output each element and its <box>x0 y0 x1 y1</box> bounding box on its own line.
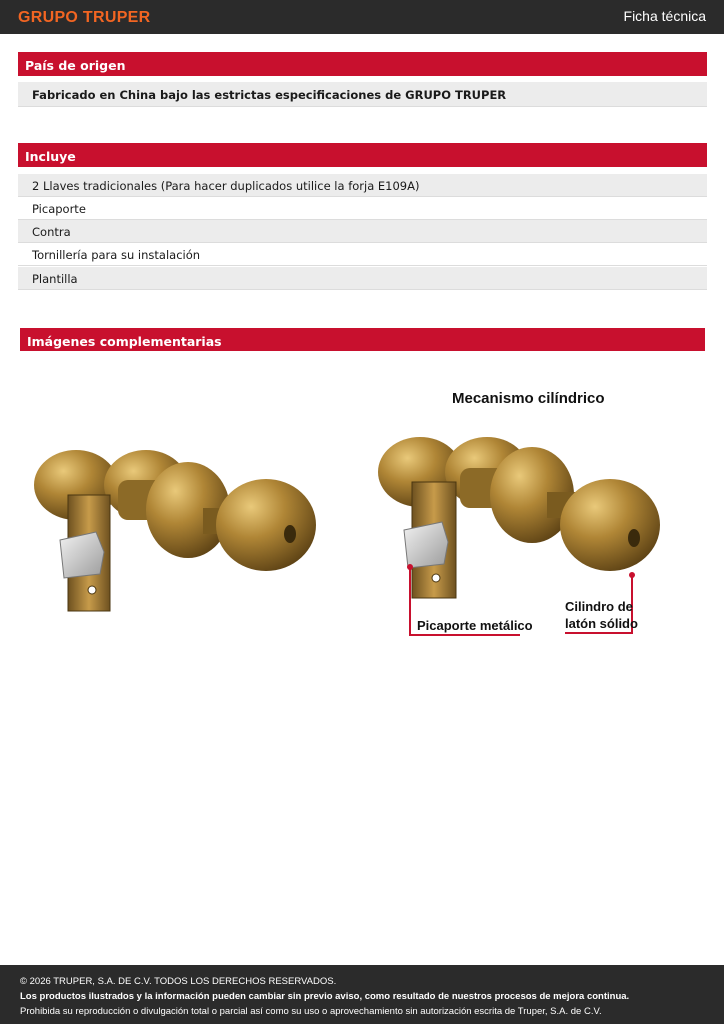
callout-cylinder-line2: latón sólido <box>565 616 638 631</box>
footer-copyright: © 2026 TRUPER, S.A. DE C.V. TODOS LOS DERECHOS RESERVADOS. <box>20 976 337 987</box>
list-item: Picaporte <box>18 197 707 220</box>
document-type: Ficha técnica <box>623 8 706 24</box>
callout-cylinder-line1: Cilindro de <box>565 599 633 614</box>
list-item: Contra <box>18 220 707 243</box>
footer-rights: Prohibida su reproducción o divulgación total o parcial así como su uso o aprovechamiento sin autorización escrita de Truper, S.A. de C.V. <box>20 1006 602 1017</box>
origin-text: Fabricado en China bajo las estrictas especificaciones de GRUPO TRUPER <box>18 82 707 107</box>
brand-logo: GRUPO TRUPER <box>18 9 151 26</box>
section-header-images: Imágenes complementarias <box>20 328 705 351</box>
list-item: Plantilla <box>18 267 707 290</box>
section-header-includes: Incluye <box>18 143 707 167</box>
top-bar <box>0 0 724 34</box>
footer <box>0 965 724 1024</box>
callout-cylinder <box>565 598 638 632</box>
section-header-origin: País de origen <box>18 52 707 76</box>
footer-notice: Los productos ilustrados y la información pueden cambiar sin previo aviso, como resultado de nuestros procesos de mejora continua. <box>20 991 630 1002</box>
list-item: Tornillería para su instalación <box>18 243 707 266</box>
list-item: 2 Llaves tradicionales (Para hacer duplicados utilice la forja E109A) <box>18 174 707 197</box>
product-image-knob-lock <box>28 440 328 620</box>
callout-latch: Picaporte metálico <box>417 618 533 633</box>
mechanism-title: Mecanismo cilíndrico <box>452 390 605 407</box>
